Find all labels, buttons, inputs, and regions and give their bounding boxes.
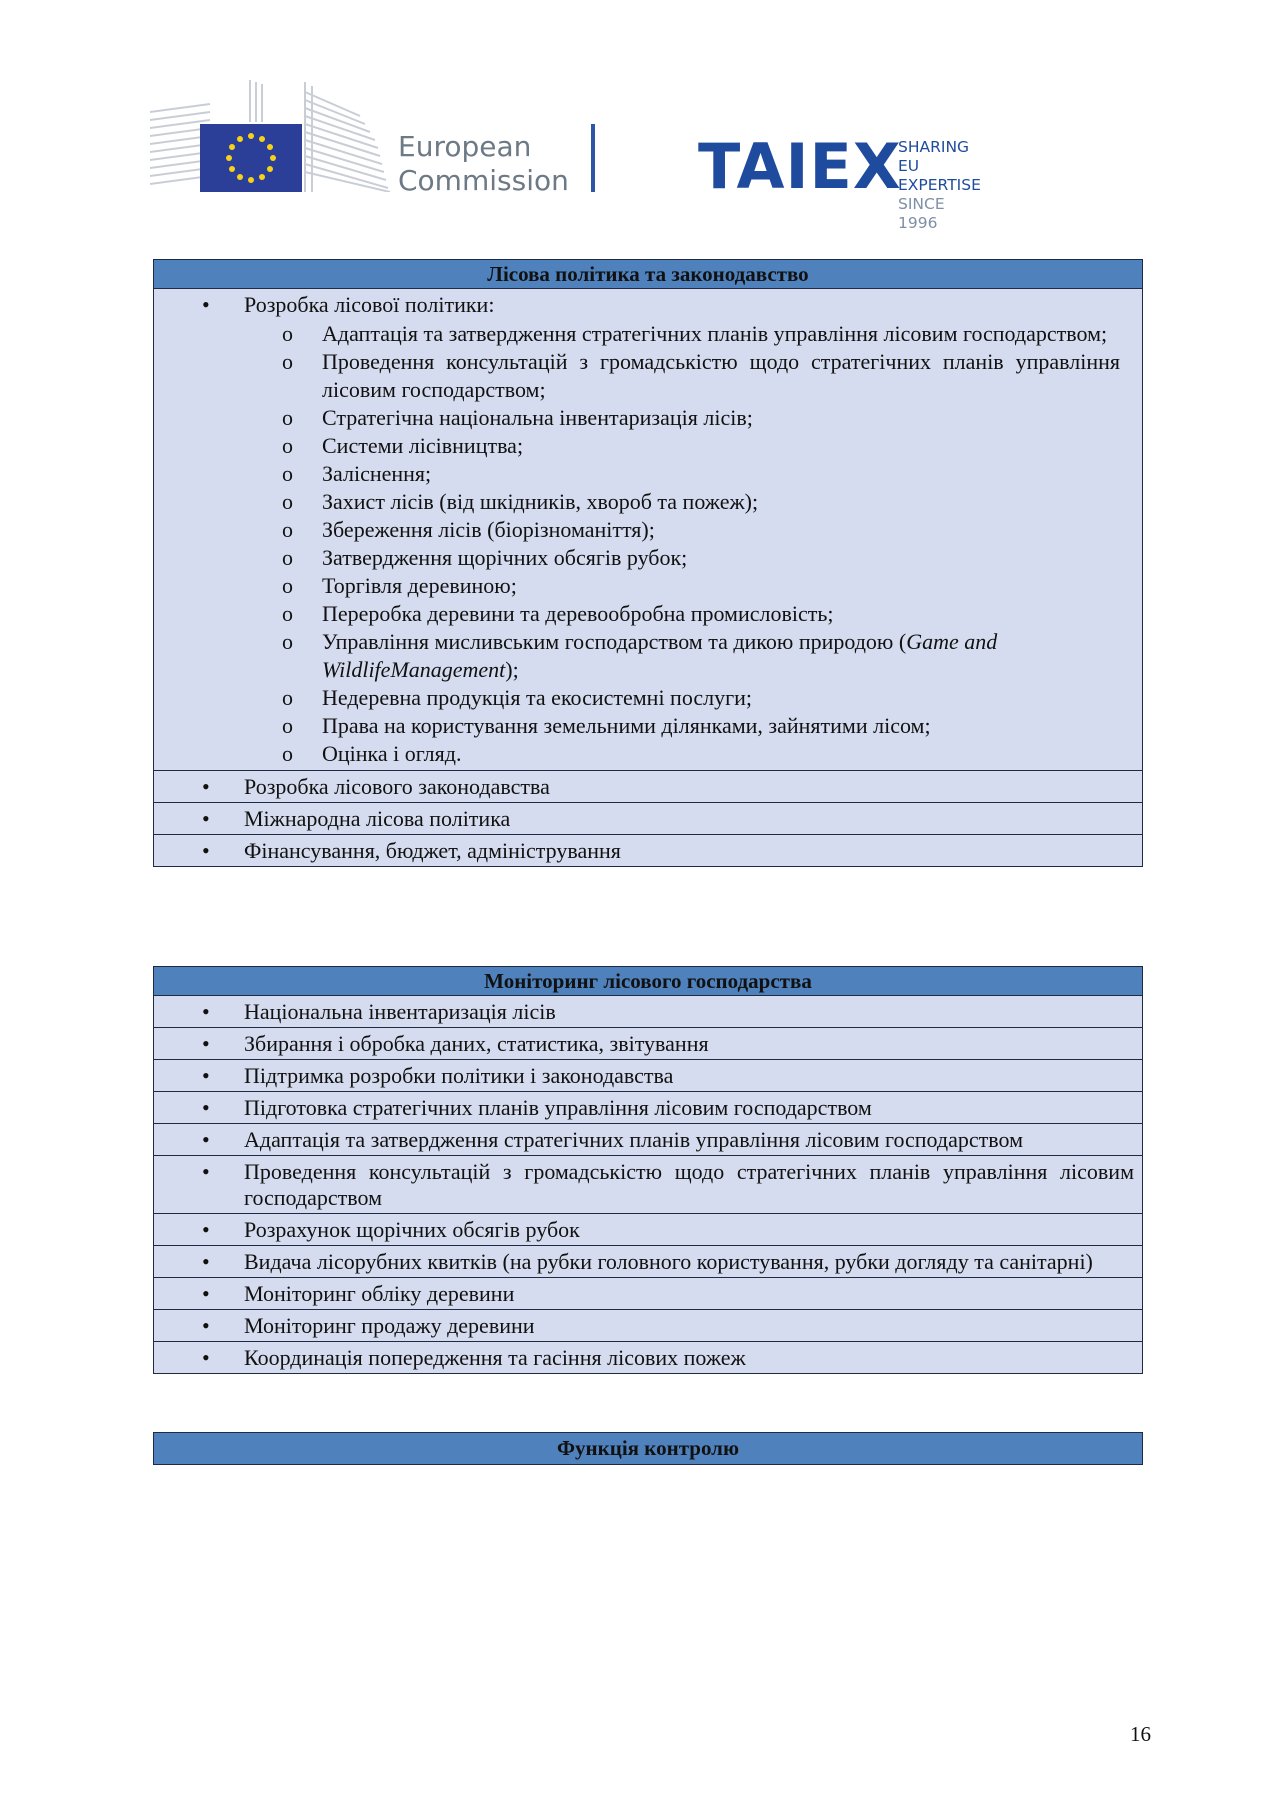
section-title: Моніторинг лісового господарства [154,967,1142,996]
sub-item [154,572,1142,600]
taiex-tag-line2: EU EXPERTISE [898,157,981,194]
bullet-marker: • [202,1095,210,1120]
table-row [154,1214,1142,1246]
table-row [154,1124,1142,1156]
sub-item-italic-text: Game and WildlifeManagement [322,629,998,682]
sub-marker: o [282,629,293,654]
bullet-marker: • [202,1127,210,1152]
sub-item-text: Переробка деревини та деревообробна промисловість; [322,601,834,626]
sub-item [154,628,1142,684]
list-item-text: Моніторинг обліку деревини [244,1281,515,1306]
table-row [154,289,1142,771]
bullet-marker: • [202,1345,210,1370]
sub-item-text: Недеревна продукція та екосистемні послуги; [322,685,753,710]
list-item [154,289,1142,320]
sub-item [154,740,1142,768]
sub-marker: o [282,517,293,542]
sub-item [154,544,1142,572]
sub-marker: o [282,349,293,374]
sub-marker: o [282,405,293,430]
table-row [154,1060,1142,1092]
table-row [154,835,1142,866]
bullet-marker: • [202,999,210,1024]
sub-marker: o [282,741,293,766]
section-control-function [153,1432,1143,1465]
taiex-tagline [898,138,981,233]
sub-item [154,600,1142,628]
bullet-marker: • [202,1249,210,1274]
sub-item-text: Заліснення; [322,461,432,486]
sub-marker: o [282,489,293,514]
sub-item-text-close: ); [505,657,519,682]
sub-item [154,432,1142,460]
list-item [154,803,1142,834]
european-commission-logo [150,72,610,202]
ec-line2: Commission [398,164,569,197]
bullet-marker: • [202,1063,210,1088]
sub-marker: o [282,461,293,486]
sub-item-text: Оцінка і огляд. [322,741,462,766]
sub-item [154,460,1142,488]
table-row [154,1310,1142,1342]
list-item [154,1156,1142,1213]
list-item [154,1092,1142,1123]
table-row [154,1342,1142,1373]
list-item-text: Видача лісорубних квитків (на рубки головного користування, рубки догляду та санітарні) [244,1249,1093,1274]
list-item [154,996,1142,1027]
table-row [154,1246,1142,1278]
sub-item-text: Захист лісів (від шкідників, хвороб та пожеж); [322,489,759,514]
ec-divider [591,124,595,192]
table-row [154,1028,1142,1060]
list-item [154,835,1142,866]
sub-marker: o [282,685,293,710]
bullet-marker: • [202,1031,210,1056]
list-item-text: Фінансування, бюджет, адміністрування [244,838,621,863]
sub-item-text: Затвердження щорічних обсягів рубок; [322,545,688,570]
sub-item [154,404,1142,432]
sub-item [154,320,1142,348]
list-item-text: Збирання і обробка даних, статистика, звітування [244,1031,709,1056]
sub-item-text: Права на користування земельними ділянками, зайнятими лісом; [322,713,931,738]
list-item-text: Координація попередження та гасіння лісових пожеж [244,1345,746,1370]
sub-marker: o [282,433,293,458]
bullet-marker: • [202,1159,210,1184]
sub-item-text: Адаптація та затвердження стратегічних планів управління лісовим господарством; [322,321,1108,346]
list-item-text: Моніторинг продажу деревини [244,1313,535,1338]
table-row [154,1156,1142,1214]
list-item [154,1214,1142,1245]
list-item-text: Міжнародна лісова політика [244,806,511,831]
bullet-marker: • [202,292,210,317]
bullet-marker: • [202,1313,210,1338]
sub-marker: o [282,601,293,626]
sub-item-text: Стратегічна національна інвентаризація лісів; [322,405,753,430]
taiex-tag-line3: SINCE 1996 [898,195,945,232]
sub-marker: o [282,321,293,346]
page-header [150,72,1050,232]
sub-item-text: Системи лісівництва; [322,433,524,458]
list-item [154,1124,1142,1155]
list-item-text: Адаптація та затвердження стратегічних планів управління лісовим господарством [244,1127,1023,1152]
list-item-text: Національна інвентаризація лісів [244,999,556,1024]
taiex-wordmark: TAIEX [698,130,902,203]
sub-item [154,516,1142,544]
sub-item-text: Торгівля деревиною; [322,573,517,598]
taiex-tag-line1: SHARING [898,138,970,156]
list-item [154,1342,1142,1373]
list-item [154,1246,1142,1277]
sub-marker: o [282,713,293,738]
section-title: Функція контролю [154,1433,1142,1464]
bullet-marker: • [202,1217,210,1242]
sub-item [154,712,1142,740]
section-title: Лісова політика та законодавство [154,260,1142,289]
list-item [154,1060,1142,1091]
list-item-text: Розробка лісової політики: [244,292,495,317]
eu-flag-icon [200,124,302,192]
section-forest-monitoring [153,966,1143,1374]
sub-item [154,348,1142,404]
list-item [154,1028,1142,1059]
sub-item [154,684,1142,712]
list-item [154,771,1142,802]
bullet-marker: • [202,1281,210,1306]
bullet-marker: • [202,806,210,831]
table-row [154,1278,1142,1310]
section-forest-policy [153,259,1143,867]
bullet-marker: • [202,838,210,863]
list-item-text: Розробка лісового законодавства [244,774,550,799]
sub-marker: o [282,545,293,570]
bullet-marker: • [202,774,210,799]
page-number: 16 [1130,1722,1151,1746]
ec-logo-text [398,130,569,198]
list-item-text: Розрахунок щорічних обсягів рубок [244,1217,580,1242]
table-row [154,771,1142,803]
ec-line1: European [398,130,532,163]
sub-item [154,488,1142,516]
list-item-text: Підготовка стратегічних планів управління лісовим господарством [244,1095,872,1120]
sub-item-text: Проведення консультацій з громадськістю щодо стратегічних планів управління лісовим господарством; [322,349,1120,402]
table-row [154,803,1142,835]
list-item [154,1310,1142,1341]
list-item [154,1278,1142,1309]
table-row [154,996,1142,1028]
list-item-text: Проведення консультацій з громадськістю щодо стратегічних планів управління лісовим господарством [244,1159,1134,1210]
sub-item-text: Збереження лісів (біорізноманіття); [322,517,655,542]
sub-marker: o [282,573,293,598]
list-item-text: Підтримка розробки політики і законодавства [244,1063,674,1088]
table-row [154,1092,1142,1124]
sub-item-text: Управління мисливським господарством та дикою природою ( [322,629,907,654]
